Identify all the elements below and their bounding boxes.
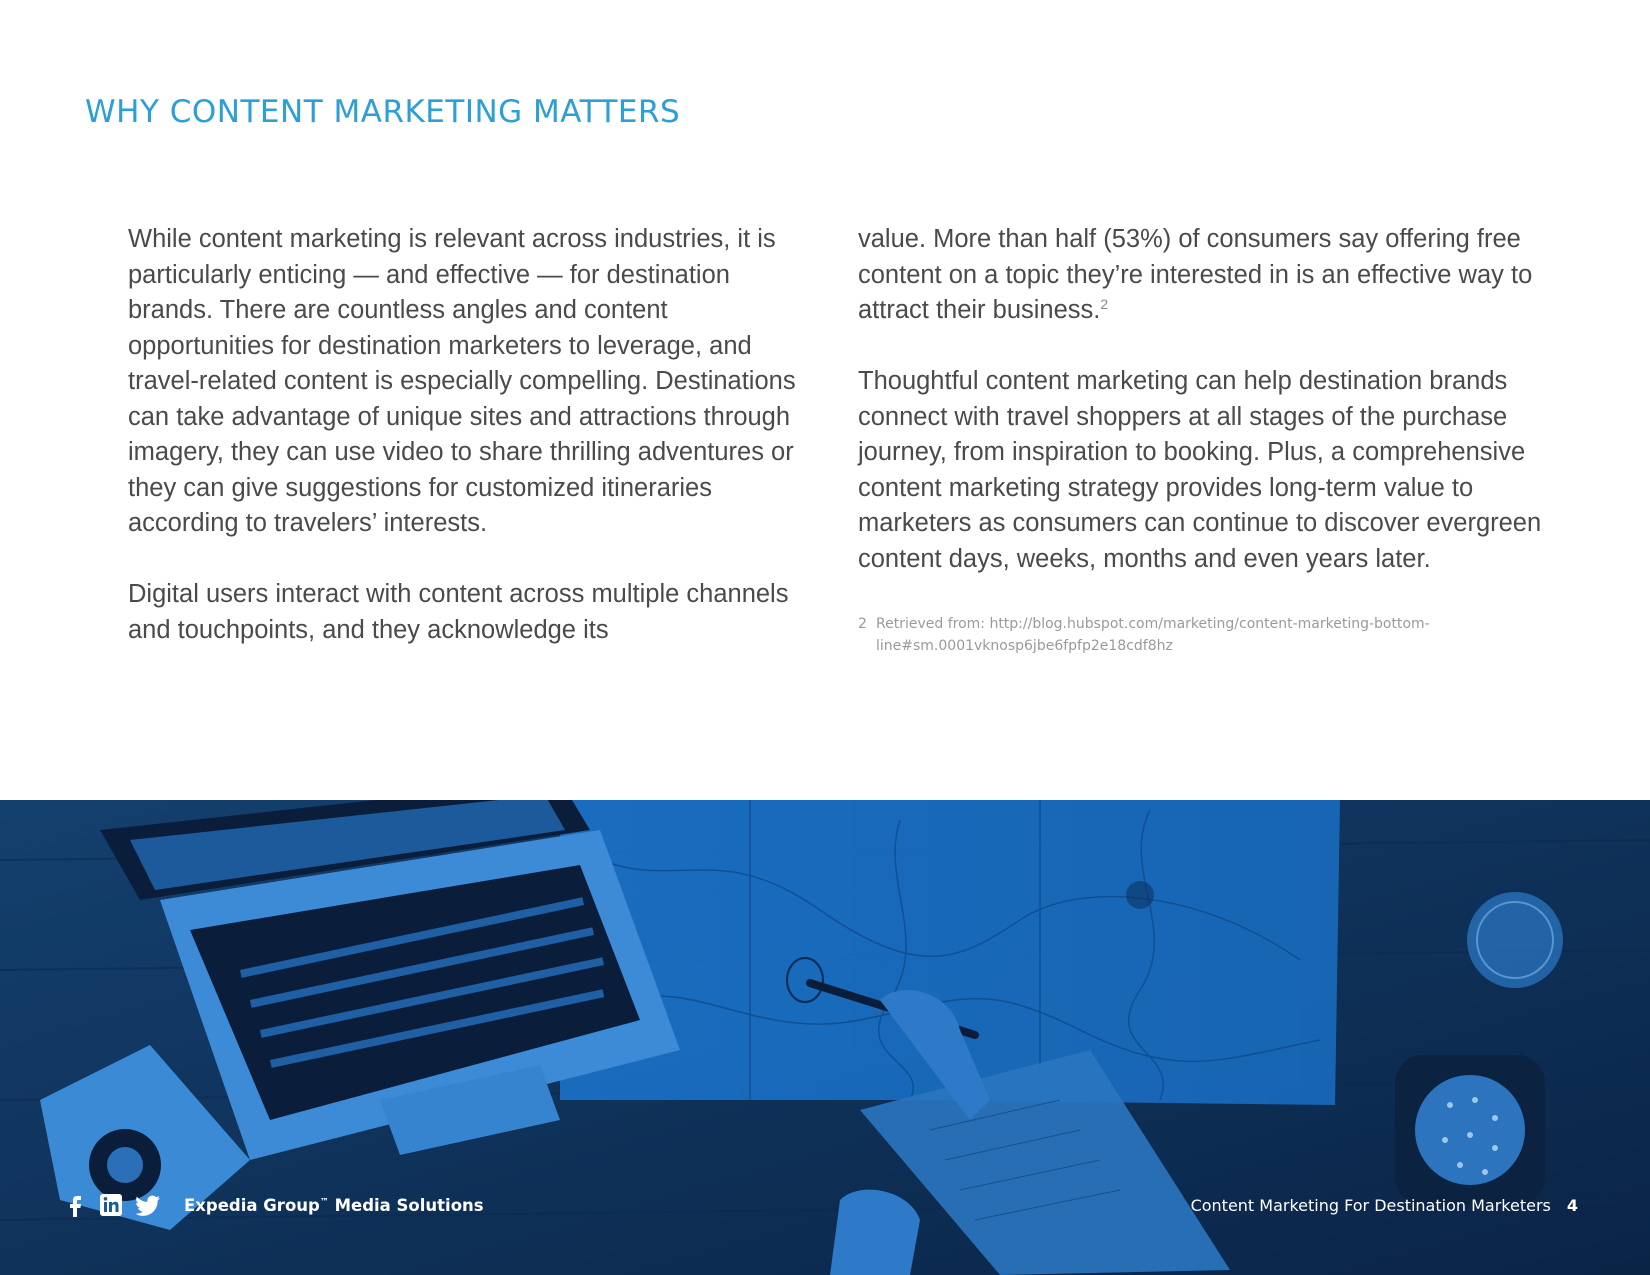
footnote-number: 2 — [858, 615, 867, 632]
brand-name-main: Expedia Group — [184, 1195, 320, 1215]
right-column — [858, 222, 1548, 657]
footer-brand-bar — [62, 1192, 484, 1218]
document-title: Content Marketing For Destination Marketers — [1190, 1196, 1551, 1215]
brand-name-suffix: Media Solutions — [328, 1195, 484, 1215]
linkedin-icon[interactable] — [98, 1192, 124, 1218]
brand-name — [184, 1196, 484, 1215]
twitter-icon[interactable] — [134, 1192, 160, 1218]
footnote — [858, 613, 1436, 657]
footnote-reference: 2 — [1100, 296, 1109, 312]
footnote-text: Retrieved from: http://blog.hubspot.com/marketing/content-marketing-bottom-line#sm.0001vknosp6jbe6fpfp2e18cdf8hz — [876, 615, 1430, 654]
body-paragraph — [858, 222, 1548, 329]
footer-doc-info — [1191, 1196, 1578, 1215]
brand-trademark: ™ — [319, 1197, 329, 1207]
page-title: WHY CONTENT MARKETING MATTERS — [85, 94, 681, 130]
facebook-icon[interactable] — [62, 1192, 88, 1218]
body-paragraph-text: value. More than half (53%) of consumers say offering free content on a topic they’re interested in is an effective way to attract their business. — [858, 225, 1533, 324]
body-paragraph: Thoughtful content marketing can help destination brands connect with travel shoppers at all stages of the purchase journey, from inspiration to booking. Plus, a comprehensive content marketing strategy provides long-term value to marketers as consumers can continue to discover evergreen content days, weeks, months and even years later. — [858, 367, 1542, 573]
body-paragraph: Digital users interact with content across multiple channels and touchpoints, and they acknowledge its — [128, 580, 789, 644]
page-number: 4 — [1566, 1196, 1578, 1215]
body-paragraph: While content marketing is relevant across industries, it is particularly enticing — and effective — for destination brands. There are countless angles and content opportunities for destination marketers to leverage, and travel-related content is especially compelling. Destinations can take advantage of unique sites and attractions through imagery, they can use video to share thrilling adventures or they can give suggestions for customized itineraries according to travelers’ interests. — [128, 225, 796, 537]
glass — [1467, 892, 1563, 988]
hero-photo — [0, 800, 1650, 1275]
left-column — [128, 222, 808, 648]
plant-pot — [1395, 1055, 1545, 1205]
